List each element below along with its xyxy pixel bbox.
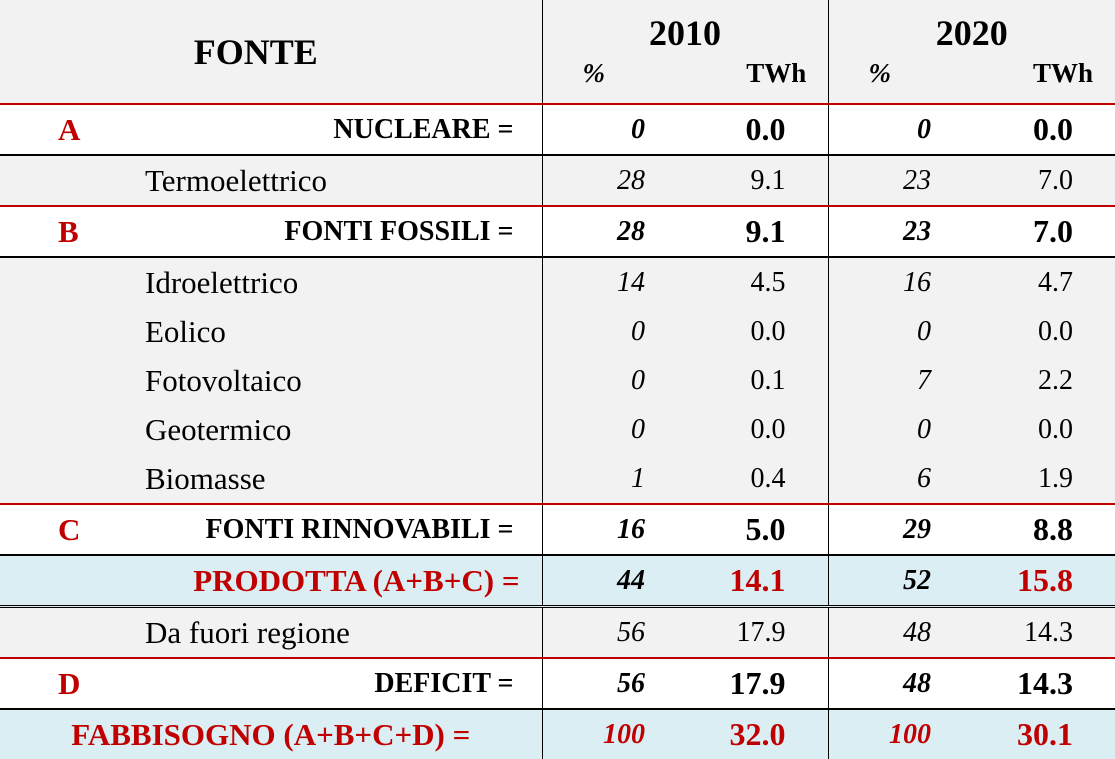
pct-2020: 0 bbox=[828, 307, 971, 356]
pct-2010: 0 bbox=[542, 307, 685, 356]
year-2010-header: 2010 bbox=[542, 0, 828, 58]
twh-2010: 5.0 bbox=[685, 504, 828, 555]
year-2020-header: 2020 bbox=[828, 0, 1115, 58]
pct-2010: 16 bbox=[542, 504, 685, 555]
row-label: Idroelettrico bbox=[0, 257, 542, 307]
table-row-fonti-fossili bbox=[0, 206, 1115, 257]
table-row-biomasse bbox=[0, 454, 1115, 504]
pct-2020: 48 bbox=[828, 658, 971, 709]
row-label: Biomasse bbox=[0, 454, 542, 504]
table-row-idroelettrico bbox=[0, 257, 1115, 307]
twh-2020: 0.0 bbox=[971, 104, 1115, 155]
pct-2020: 23 bbox=[828, 206, 971, 257]
twh-header-2020: TWh bbox=[971, 58, 1115, 104]
table-row-geotermico bbox=[0, 405, 1115, 454]
twh-2020: 1.9 bbox=[971, 454, 1115, 504]
twh-2020: 14.3 bbox=[971, 607, 1115, 659]
row-label: DEFICIT = bbox=[374, 667, 514, 699]
pct-2020: 16 bbox=[828, 257, 971, 307]
table-row-fabbisogno bbox=[0, 709, 1115, 759]
table-row-nucleare bbox=[0, 104, 1115, 155]
twh-2010: 9.1 bbox=[685, 155, 828, 206]
pct-2020: 23 bbox=[828, 155, 971, 206]
pct-2010: 44 bbox=[542, 555, 685, 607]
twh-header-2010: TWh bbox=[685, 58, 828, 104]
table-row-termoelettrico bbox=[0, 155, 1115, 206]
pct-2010: 0 bbox=[542, 356, 685, 405]
pct-2020: 6 bbox=[828, 454, 971, 504]
row-label: FONTI RINNOVABILI = bbox=[205, 513, 514, 545]
twh-2020: 7.0 bbox=[971, 155, 1115, 206]
twh-2010: 9.1 bbox=[685, 206, 828, 257]
twh-2010: 0.0 bbox=[685, 104, 828, 155]
pct-2010: 0 bbox=[542, 405, 685, 454]
row-label: Termoelettrico bbox=[0, 155, 542, 206]
pct-2010: 1 bbox=[542, 454, 685, 504]
row-letter: A bbox=[58, 111, 81, 147]
twh-2010: 0.0 bbox=[685, 405, 828, 454]
table-row-da-fuori-regione bbox=[0, 607, 1115, 659]
table-row-prodotta bbox=[0, 555, 1115, 607]
header-row-years bbox=[0, 0, 1115, 58]
pct-2020: 48 bbox=[828, 607, 971, 659]
pct-2010: 56 bbox=[542, 658, 685, 709]
pct-2020: 52 bbox=[828, 555, 971, 607]
pct-2020: 0 bbox=[828, 405, 971, 454]
pct-2010: 100 bbox=[542, 709, 685, 759]
twh-2020: 0.0 bbox=[971, 307, 1115, 356]
row-label: NUCLEARE = bbox=[333, 113, 514, 145]
table-row-deficit bbox=[0, 658, 1115, 709]
twh-2020: 2.2 bbox=[971, 356, 1115, 405]
row-label: FABBISOGNO (A+B+C+D) = bbox=[0, 709, 542, 759]
row-label: Da fuori regione bbox=[0, 607, 542, 659]
pct-2010: 56 bbox=[542, 607, 685, 659]
twh-2010: 14.1 bbox=[685, 555, 828, 607]
twh-2020: 8.8 bbox=[971, 504, 1115, 555]
row-label: Fotovoltaico bbox=[0, 356, 542, 405]
pct-2020: 0 bbox=[828, 104, 971, 155]
pct-2010: 28 bbox=[542, 206, 685, 257]
row-label: Geotermico bbox=[0, 405, 542, 454]
row-letter: D bbox=[58, 665, 81, 701]
twh-2020: 14.3 bbox=[971, 658, 1115, 709]
row-label: Eolico bbox=[0, 307, 542, 356]
row-label: FONTI FOSSILI = bbox=[284, 215, 514, 247]
twh-2020: 0.0 bbox=[971, 405, 1115, 454]
twh-2010: 4.5 bbox=[685, 257, 828, 307]
row-letter: C bbox=[58, 511, 81, 547]
twh-2010: 17.9 bbox=[685, 658, 828, 709]
table-row-fonti-rinnovabili bbox=[0, 504, 1115, 555]
pct-header-2010: % bbox=[542, 58, 685, 104]
fonte-header: FONTE bbox=[0, 0, 542, 104]
pct-2010: 0 bbox=[542, 104, 685, 155]
twh-2010: 0.4 bbox=[685, 454, 828, 504]
pct-header-2020: % bbox=[828, 58, 971, 104]
table-row-eolico bbox=[0, 307, 1115, 356]
pct-2010: 14 bbox=[542, 257, 685, 307]
pct-2020: 7 bbox=[828, 356, 971, 405]
twh-2020: 15.8 bbox=[971, 555, 1115, 607]
twh-2020: 4.7 bbox=[971, 257, 1115, 307]
twh-2010: 32.0 bbox=[685, 709, 828, 759]
twh-2010: 17.9 bbox=[685, 607, 828, 659]
row-letter: B bbox=[58, 213, 79, 249]
twh-2020: 30.1 bbox=[971, 709, 1115, 759]
pct-2020: 29 bbox=[828, 504, 971, 555]
pct-2020: 100 bbox=[828, 709, 971, 759]
table-row-fotovoltaico bbox=[0, 356, 1115, 405]
twh-2020: 7.0 bbox=[971, 206, 1115, 257]
row-label: PRODOTTA (A+B+C) = bbox=[0, 555, 542, 607]
pct-2010: 28 bbox=[542, 155, 685, 206]
twh-2010: 0.1 bbox=[685, 356, 828, 405]
twh-2010: 0.0 bbox=[685, 307, 828, 356]
